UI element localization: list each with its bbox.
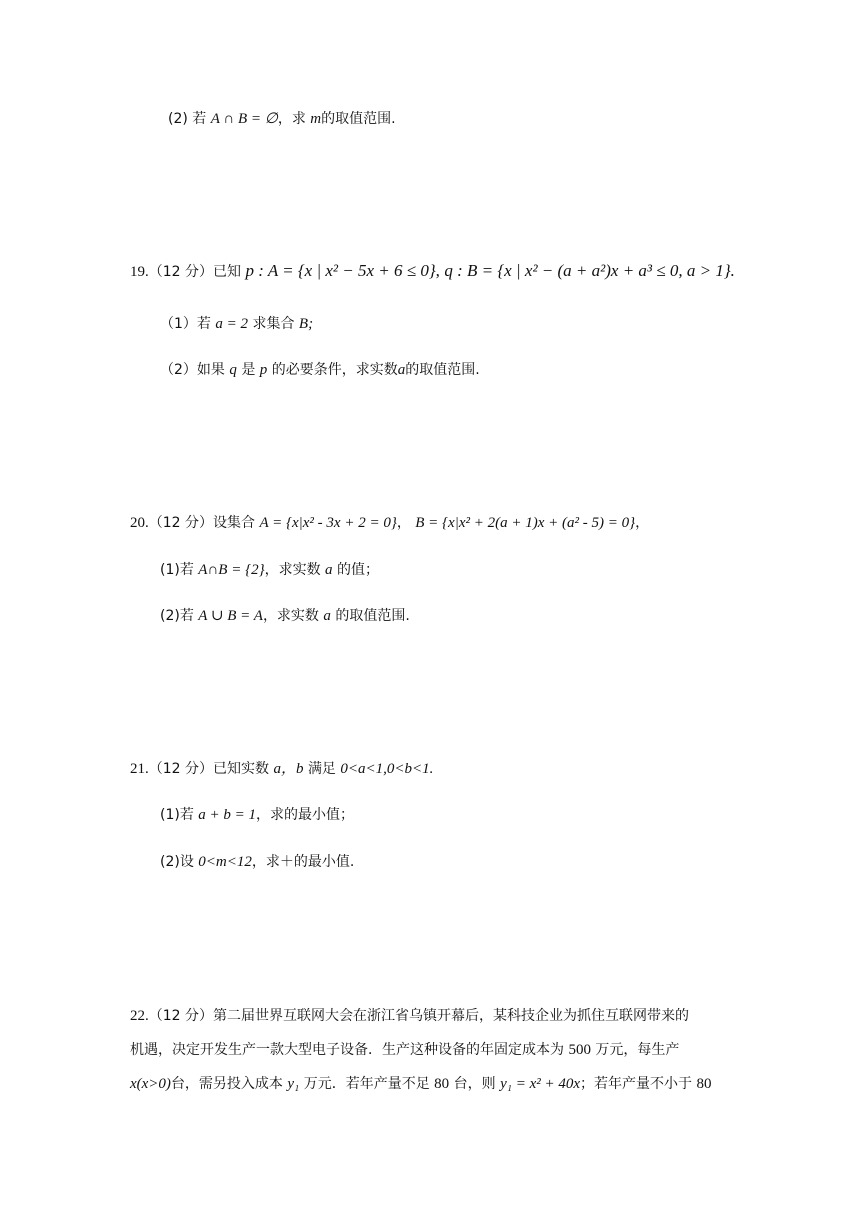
q22-text: 机遇，决定开发生产一款大型电子设备．生产这种设备的年固定成本为 — [130, 1042, 564, 1058]
q20-part2-text: 的取值范围. — [335, 608, 410, 624]
q20-part2-text: ，求实数 — [262, 608, 319, 624]
q19-part2-q: q — [229, 362, 237, 378]
question-number: 21. — [130, 761, 149, 777]
q22-text: 万元，每生产 — [595, 1042, 680, 1058]
q22-text: 台，需另投入成本 — [170, 1076, 283, 1092]
q18-part2 — [168, 108, 396, 130]
question-number: 20. — [130, 515, 149, 531]
q20-comma: ， — [396, 515, 411, 531]
q19-part2 — [160, 359, 480, 381]
q21-text: 满足 — [307, 761, 336, 777]
q19-set-p: p : A = {x | x² − 5x + 6 ≤ 0} — [245, 261, 436, 280]
q20-stem — [130, 512, 649, 534]
q21-part1-label: (1)若 — [160, 807, 194, 823]
q20-part1-condition: A∩B = {2} — [198, 562, 265, 578]
q18-part2-text: ，求 — [277, 111, 306, 127]
question-score: （12 分） — [148, 761, 214, 777]
q21-part1 — [160, 804, 354, 826]
q20-part2-var: a — [323, 608, 331, 624]
q21-part2-condition: 0<m<12 — [198, 854, 252, 870]
question-score: （12 分） — [148, 1008, 214, 1024]
q20-set-a: A = {x|x² - 3x + 2 = 0} — [259, 515, 397, 531]
question-number: 22. — [130, 1008, 149, 1024]
q20-part2-condition: A ∪ B = A — [198, 608, 263, 624]
q19-part2-text: 的取值范围. — [405, 362, 480, 378]
q22-number: 80 — [696, 1076, 712, 1092]
q19-part2-p: p — [259, 362, 268, 378]
q21-condition: 0<a<1,0<b<1. — [340, 761, 434, 777]
q19-intro: 已知 — [213, 264, 242, 280]
q19-part1-text: 求集合 — [252, 316, 295, 332]
q20-part2 — [160, 605, 410, 627]
q22-var: x(x>0) — [130, 1076, 171, 1092]
q22-text: 万元．若年产量不足 — [303, 1076, 430, 1092]
q19-part2-label: （2） — [160, 362, 197, 378]
q20-comma: ， — [635, 515, 650, 531]
question-score: （12 分） — [148, 264, 214, 280]
q21-part2 — [160, 851, 354, 873]
q22-var: y₁ — [287, 1076, 300, 1092]
question-score: （12 分） — [148, 515, 214, 531]
q22-number: 80 — [434, 1076, 450, 1092]
q20-part2-label: (2)若 — [160, 608, 194, 624]
q18-part2-text: 的取值范围. — [321, 111, 396, 127]
q19-part2-text: 是 — [241, 362, 256, 378]
q20-set-b: B = {x|x² + 2(a + 1)x + (a² - 5) = 0} — [415, 515, 636, 531]
q20-part1-var: a — [325, 562, 333, 578]
q19-part1-condition: a = 2 — [215, 316, 248, 332]
q20-part1-label: (1)若 — [160, 562, 194, 578]
q21-vars: a，b — [273, 761, 304, 777]
q22-line2 — [130, 1039, 679, 1061]
q22-text: ；若年产量不小于 — [580, 1076, 693, 1092]
q19-sep: , — [435, 261, 440, 280]
q22-number: 500 — [568, 1042, 591, 1058]
q21-part1-text: ，求的最小值； — [256, 807, 355, 823]
q22-line1 — [130, 1005, 689, 1027]
q21-part2-label: (2)设 — [160, 854, 194, 870]
q22-formula: y₁ = x² + 40x — [500, 1076, 581, 1092]
q20-part1-text: ，求实数 — [264, 562, 321, 578]
q19-part1 — [160, 313, 313, 335]
q19-part2-a: a — [397, 362, 406, 378]
q19-stem — [130, 260, 735, 283]
q19-set-q: q : B = {x | x² − (a + a²)x + a³ ≤ 0, a > 1}. — [444, 261, 735, 280]
q20-intro: 设集合 — [213, 515, 256, 531]
q19-part1-var: B; — [298, 316, 314, 332]
q19-part2-text: 如果 — [196, 362, 225, 378]
q20-part1-text: 的值； — [336, 562, 379, 578]
q21-part1-condition: a + b = 1 — [198, 807, 257, 823]
q18-part2-var: m — [310, 111, 322, 127]
q22-text: 第二届世界互联网大会在浙江省乌镇开幕后，某科技企业为抓住互联网带来的 — [213, 1008, 690, 1024]
q21-part2-text: ，求＋的最小值. — [251, 854, 355, 870]
q19-part2-text: 的必要条件，求实数 — [271, 362, 398, 378]
q20-part1 — [160, 559, 379, 581]
q22-text: 台，则 — [453, 1076, 496, 1092]
q21-stem — [130, 758, 433, 780]
q18-part2-text: 若 — [192, 111, 207, 127]
question-number: 19. — [130, 264, 149, 280]
q18-part2-condition: A ∩ B = ∅ — [210, 111, 278, 127]
q18-part2-label: (2) — [168, 111, 188, 127]
q22-line3 — [130, 1073, 711, 1095]
q19-part1-text: 若 — [196, 316, 211, 332]
q19-part1-label: （1） — [160, 316, 197, 332]
q21-intro: 已知实数 — [213, 761, 270, 777]
